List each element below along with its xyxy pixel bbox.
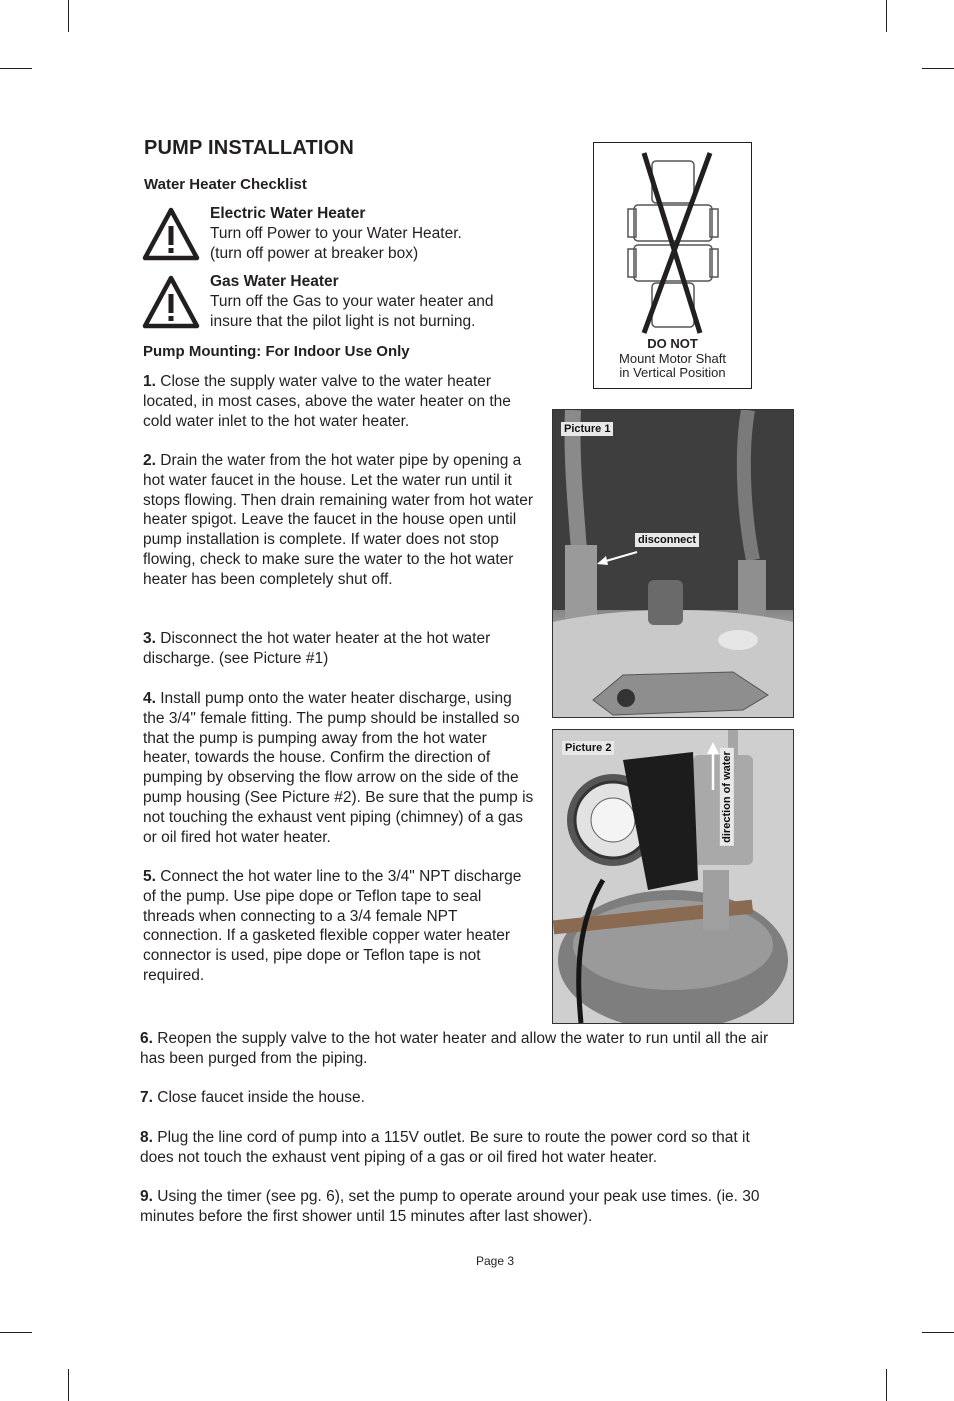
do-not-label: DO NOT — [647, 336, 698, 351]
step-number: 3. — [143, 630, 156, 647]
crop-mark — [68, 0, 69, 32]
step-number: 1. — [143, 373, 156, 390]
step-number: 8. — [140, 1129, 153, 1146]
step-text: Close faucet inside the house. — [157, 1089, 365, 1106]
step-text: Drain the water from the hot water pipe by opening a hot water faucet in the house. Let the water run until it stops flowing. Then drain remaining water from hot water heater spigot. Leave the faucet in the house open until pump installation is complete. If water does not stop flowing, check to make sure the water to the hot water heater has been completely shut off. — [143, 452, 533, 588]
step-number: 4. — [143, 690, 156, 707]
crop-mark — [0, 1332, 32, 1333]
disconnect-callout: disconnect — [635, 533, 699, 547]
step-text: Close the supply water valve to the water heater located, in most cases, above the water heater on the cold water inlet to the hot water heater. — [143, 373, 511, 430]
warning-line: Turn off the Gas to your water heater and — [210, 293, 494, 310]
page-title: PUMP INSTALLATION — [144, 137, 355, 159]
gas-heater-warning — [210, 272, 493, 332]
warning-line: (turn off power at breaker box) — [210, 245, 419, 262]
step-text: Using the timer (see pg. 6), set the pump to operate around your peak use times. (ie. 30 minutes before the first shower until 15 minutes after last shower). — [140, 1188, 760, 1225]
warning-heading: Gas Water Heater — [210, 273, 339, 290]
crop-mark — [922, 1332, 954, 1333]
water-heater-pipes-illustration — [553, 410, 793, 717]
direction-of-water-callout: direction of water — [720, 748, 734, 846]
warning-heading: Electric Water Heater — [210, 205, 366, 222]
step-number: 5. — [143, 868, 156, 885]
picture-2-label: Picture 2 — [562, 741, 614, 755]
electric-heater-warning — [210, 204, 462, 264]
step-8 — [140, 1128, 770, 1168]
step-5 — [143, 867, 531, 986]
picture-1-label: Picture 1 — [561, 422, 613, 436]
crossed-out-pump-illustration — [594, 143, 751, 338]
do-not-caption — [594, 337, 751, 381]
crop-mark — [68, 1369, 69, 1401]
step-9 — [140, 1187, 770, 1227]
step-text: Connect the hot water line to the 3/4" NPT discharge of the pump. Use pipe dope or Teflon tape to seal threads when connecting to a 3/4 female NPT connection. If a gasketed flexible copper water heater connector is used, pipe dope or Teflon tape is not required. — [143, 868, 522, 984]
crop-mark — [886, 0, 887, 32]
warning-line: Turn off Power to your Water Heater. — [210, 225, 462, 242]
page-number: Page 3 — [476, 1254, 515, 1268]
do-not-mount-diagram — [593, 142, 752, 389]
picture-2-photo — [552, 729, 794, 1024]
checklist-heading: Water Heater Checklist — [144, 176, 307, 193]
crop-mark — [922, 68, 954, 69]
step-text: Plug the line cord of pump into a 115V outlet. Be sure to route the power cord so that it does not touch the exhaust vent piping of a gas or oil fired hot water heater. — [140, 1129, 750, 1166]
warning-triangle-icon — [142, 275, 200, 329]
step-7 — [140, 1088, 770, 1108]
step-2 — [143, 451, 535, 590]
step-number: 9. — [140, 1188, 153, 1205]
step-number: 2. — [143, 452, 156, 469]
picture-1-photo — [552, 409, 794, 718]
step-text: Disconnect the hot water heater at the hot water discharge. (see Picture #1) — [143, 630, 491, 667]
step-6 — [140, 1029, 770, 1069]
crop-mark — [886, 1369, 887, 1401]
step-text: Reopen the supply valve to the hot water heater and allow the water to run until all the air has been purged from the piping. — [140, 1030, 769, 1067]
step-text: Install pump onto the water heater discharge, using the 3/4" female fitting. The pump should be installed so that the pump is pumping away from the hot water heater, towards the house. Confirm the direction of pumping by observing the flow arrow on the side of the pump housing (See Picture #2). Be sure that the pump is not touching the exhaust vent piping (chimney) of a gas or oil fired hot water heater. — [143, 690, 534, 846]
step-number: 7. — [140, 1089, 153, 1106]
mounting-heading: Pump Mounting: For Indoor Use Only — [143, 343, 410, 360]
warning-triangle-icon — [142, 207, 200, 261]
step-1 — [143, 372, 533, 431]
warning-line: insure that the pilot light is not burning. — [210, 313, 476, 330]
caption-line: Mount Motor Shaft — [619, 350, 726, 366]
pump-timer-illustration — [553, 730, 793, 1023]
caption-line: in Vertical Position — [619, 365, 726, 380]
crop-mark — [0, 68, 32, 69]
step-4 — [143, 689, 535, 847]
step-3 — [143, 629, 523, 669]
step-number: 6. — [140, 1030, 153, 1047]
